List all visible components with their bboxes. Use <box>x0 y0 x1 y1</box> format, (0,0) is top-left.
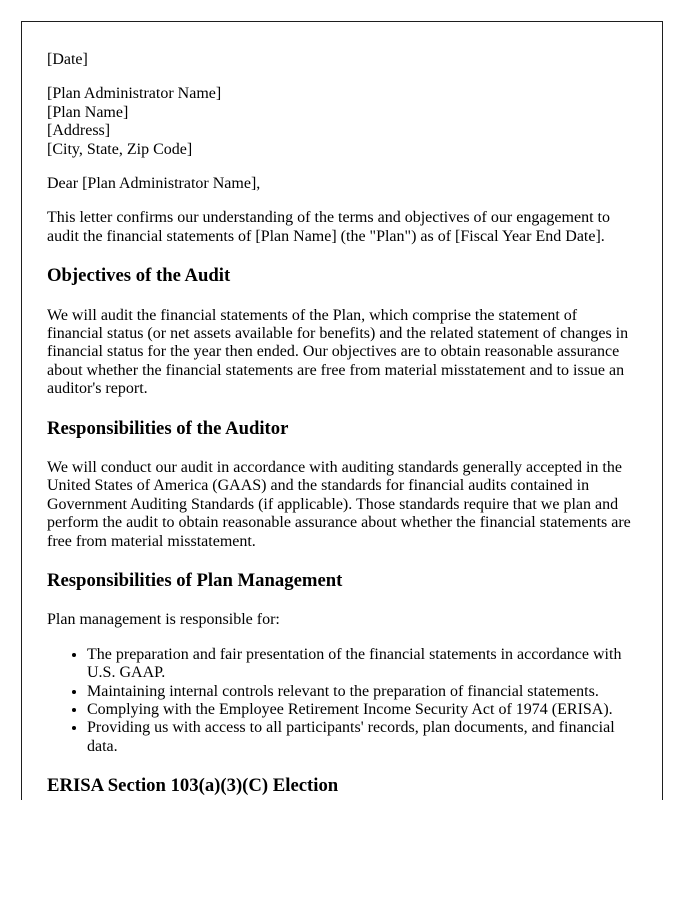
list-item-access-to-records: • Providing us with access to all participants' records, plan documents, and financial data. <box>87 719 637 756</box>
recipient-address-line: [Address] <box>47 122 111 140</box>
objectives-paragraph: We will audit the financial statements of the Plan, which comprise the statement of financial status (or net assets available for benefits) and the related statement of changes in financial status for the year then ended. Our objectives are to obtain reasonable assurance about whether the financial statements are free from material misstatement and to issue an auditor's report. <box>47 306 629 398</box>
list-item-preparation: • The preparation and fair presentation of the financial statements in accordance with U.S. GAAP. <box>87 646 637 683</box>
letter-page <box>21 21 663 800</box>
salutation: Dear [Plan Administrator Name], <box>47 174 261 192</box>
auditor-responsibilities-paragraph: We will conduct our audit in accordance with auditing standards generally accepted in the United States of America (GAAS) and the standards for financial audits contained in Government Auditing Standards (if applicable). Those standards require that we plan and perform the audit to obtain reasonable assurance about whether the financial statements are free from material misstatement. <box>47 458 631 550</box>
recipient-plan-line: [Plan Name] <box>47 103 129 121</box>
recipient-name-line: [Plan Administrator Name] <box>47 85 222 103</box>
recipient-address-block <box>47 85 637 159</box>
section-heading-responsibilities-of-plan-management: Responsibilities of Plan Management <box>47 569 343 591</box>
date-placeholder: [Date] <box>47 51 88 68</box>
recipient-city-line: [City, State, Zip Code] <box>47 140 193 158</box>
intro-paragraph: This letter confirms our understanding of the terms and objectives of our engagement to audit the financial statements of [Plan Name] (the "Plan") as of [Fiscal Year End Date]. <box>47 209 610 245</box>
list-item-internal-controls: • Maintaining internal controls relevant to the preparation of financial statements. <box>87 683 637 701</box>
section-heading-responsibilities-of-the-auditor: Responsibilities of the Auditor <box>47 417 289 439</box>
plan-management-lead-in: Plan management is responsible for: <box>47 611 280 629</box>
section-heading-objectives-of-the-audit: Objectives of the Audit <box>47 265 231 287</box>
list-item-erisa-compliance: • Complying with the Employee Retirement Income Security Act of 1974 (ERISA). <box>87 701 637 719</box>
section-heading-erisa-election: ERISA Section 103(a)(3)(C) Election <box>47 775 339 797</box>
plan-management-responsibilities-list <box>47 646 637 756</box>
